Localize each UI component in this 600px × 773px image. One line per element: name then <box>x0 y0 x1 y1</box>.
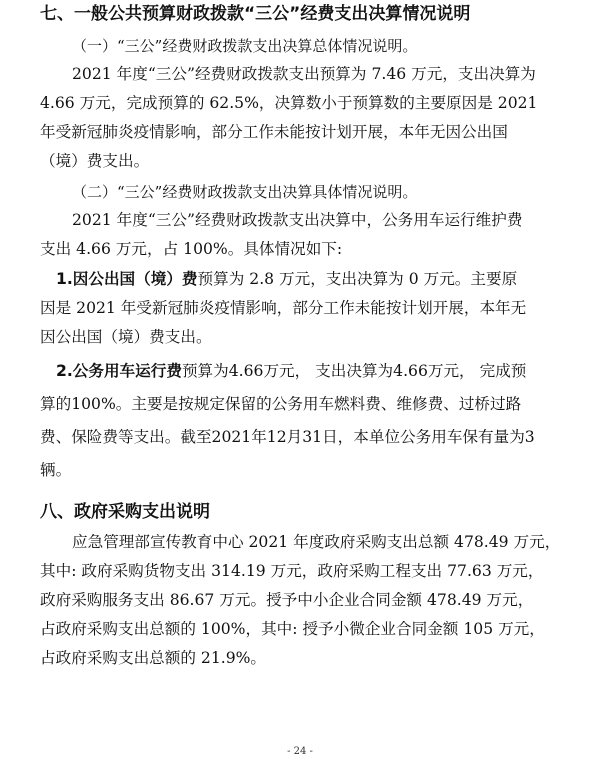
item-1-label: 1.因公出国（境）费 <box>56 270 198 288</box>
subsection-1-heading: （一）“三公”经费财政拨款支出决算总体情况说明。 <box>72 37 418 55</box>
section-8-heading: 八、政府采购支出说明 <box>40 502 210 522</box>
section-7-heading: 七、一般公共预算财政拨款“三公”经费支出决算情况说明 <box>40 4 471 24</box>
paragraph-line: 其中: 政府采购货物支出 314.19 万元，政府采购工程支出 77.63 万元， <box>40 562 544 580</box>
paragraph-line: 2021 年度“三公”经费财政拨款支出决算中，公务用车运行维护费 <box>72 211 523 229</box>
paragraph-line: 政府采购服务支出 86.67 万元。授予中小企业合同金额 478.49 万元， <box>40 591 534 609</box>
paragraph-line: 应急管理部宣传教育中心 2021 年度政府采购支出总额 478.49 万元， <box>72 533 561 551</box>
page-number: - 24 - <box>287 746 313 757</box>
paragraph-line: 因是 2021 年受新冠肺炎疫情影响，部分工作未能按计划开展，本年无 <box>40 299 527 317</box>
paragraph-line: 费、保险费等支出。截至2021年12月31日，本单位公务用车保有量为3 <box>40 428 535 446</box>
paragraph-line: 辆。 <box>40 461 72 479</box>
paragraph-line: （境）费支出。 <box>40 152 150 170</box>
paragraph-line: 2021 年度“三公”经费财政拨款支出预算为 7.46 万元，支出决算为 <box>72 65 536 83</box>
paragraph-line: 占政府采购支出总额的 100%，其中: 授予小微企业合同金额 105 万元， <box>40 620 545 638</box>
paragraph-line: 因公出国（境）费支出。 <box>40 328 212 346</box>
paragraph-line: 支出 4.66 万元，占 100%。具体情况如下: <box>40 240 343 258</box>
item-2-text: 预算为4.66万元， 支出决算为4.66万元， 完成预 <box>181 362 527 380</box>
paragraph-line: 算的100%。主要是按规定保留的公务用车燃料费、维修费、过桥过路 <box>40 395 522 413</box>
paragraph-line: 4.66 万元，完成预算的 62.5%，决算数小于预算数的主要原因是 2021 <box>40 94 538 112</box>
item-1-text: 预算为 2.8 万元，支出决算为 0 万元。主要原 <box>197 270 518 288</box>
subsection-2-heading: （二）“三公”经费财政拨款支出决算具体情况说明。 <box>72 183 418 201</box>
paragraph-line: 占政府采购支出总额的 21.9%。 <box>40 649 267 667</box>
item-2-label: 2.公务用车运行费 <box>56 362 182 380</box>
item-1-first-line <box>56 265 517 294</box>
paragraph-line: 年受新冠肺炎疫情影响，部分工作未能按计划开展，本年无因公出国 <box>40 123 508 141</box>
item-2-first-line <box>56 357 526 386</box>
